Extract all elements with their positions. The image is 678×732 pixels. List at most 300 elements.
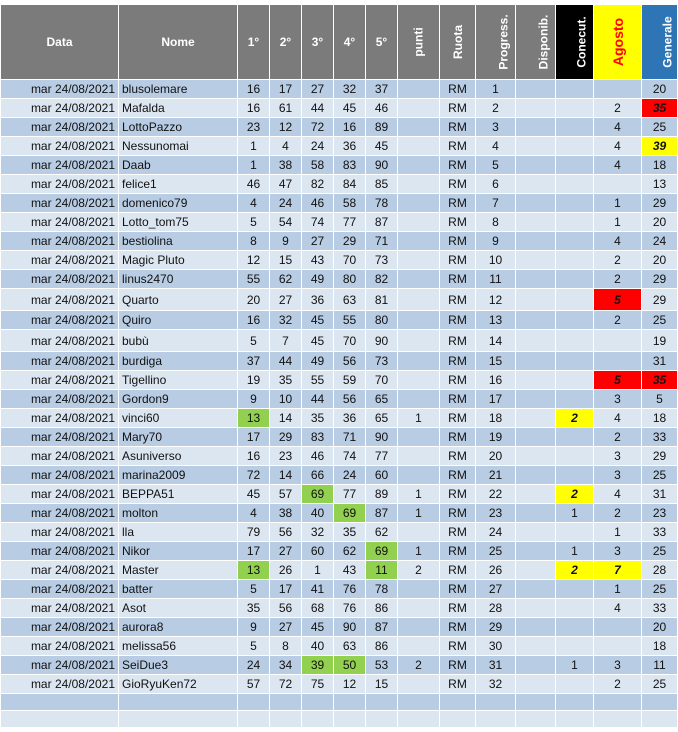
cell-disponib[interactable] xyxy=(516,504,556,523)
cell-n1[interactable]: 4 xyxy=(238,194,270,213)
cell-punti[interactable] xyxy=(398,156,440,175)
cell-data[interactable]: mar 24/08/2021 xyxy=(1,194,119,213)
cell-nome[interactable]: aurora8 xyxy=(119,618,238,637)
cell-agosto[interactable] xyxy=(594,618,642,637)
cell-n5[interactable]: 85 xyxy=(366,175,398,194)
cell-n2[interactable]: 62 xyxy=(270,270,302,289)
cell-n2[interactable]: 23 xyxy=(270,447,302,466)
cell-conecut[interactable] xyxy=(556,330,594,352)
cell-ruota[interactable]: RM xyxy=(440,118,476,137)
cell-ruota[interactable]: RM xyxy=(440,618,476,637)
table-row[interactable] xyxy=(1,504,678,523)
cell-n1[interactable]: 17 xyxy=(238,542,270,561)
cell-ruota[interactable]: RM xyxy=(440,330,476,352)
cell-disponib[interactable] xyxy=(516,330,556,352)
table-row[interactable] xyxy=(1,194,678,213)
cell-n4[interactable]: 36 xyxy=(334,409,366,428)
cell-data[interactable]: mar 24/08/2021 xyxy=(1,599,119,618)
cell-generale[interactable]: 35 xyxy=(642,371,678,390)
cell-ruota[interactable]: RM xyxy=(440,390,476,409)
cell-n4[interactable]: 70 xyxy=(334,330,366,352)
cell-ruota[interactable]: RM xyxy=(440,409,476,428)
cell-punti[interactable] xyxy=(398,251,440,270)
table-row[interactable] xyxy=(1,80,678,99)
cell-conecut[interactable]: 1 xyxy=(556,542,594,561)
cell-progress[interactable]: 29 xyxy=(476,618,516,637)
cell-n4[interactable]: 56 xyxy=(334,352,366,371)
cell-n3[interactable]: 24 xyxy=(302,137,334,156)
cell-n5[interactable]: 45 xyxy=(366,137,398,156)
cell-n2[interactable]: 14 xyxy=(270,466,302,485)
cell-agosto[interactable]: 5 xyxy=(594,289,642,311)
cell-progress[interactable]: 25 xyxy=(476,542,516,561)
cell-conecut[interactable] xyxy=(556,270,594,289)
empty-cell[interactable] xyxy=(1,711,119,728)
cell-n5[interactable]: 90 xyxy=(366,156,398,175)
cell-n5[interactable]: 87 xyxy=(366,504,398,523)
table-row[interactable] xyxy=(1,523,678,542)
cell-progress[interactable]: 3 xyxy=(476,118,516,137)
cell-n4[interactable]: 56 xyxy=(334,390,366,409)
cell-progress[interactable]: 9 xyxy=(476,232,516,251)
cell-progress[interactable]: 10 xyxy=(476,251,516,270)
cell-n3[interactable]: 49 xyxy=(302,352,334,371)
cell-disponib[interactable] xyxy=(516,194,556,213)
cell-data[interactable]: mar 24/08/2021 xyxy=(1,352,119,371)
cell-n4[interactable]: 71 xyxy=(334,428,366,447)
cell-n5[interactable]: 11 xyxy=(366,561,398,580)
cell-n3[interactable]: 44 xyxy=(302,390,334,409)
cell-punti[interactable]: 2 xyxy=(398,561,440,580)
cell-generale[interactable]: 28 xyxy=(642,561,678,580)
cell-conecut[interactable] xyxy=(556,194,594,213)
cell-generale[interactable]: 25 xyxy=(642,675,678,694)
cell-disponib[interactable] xyxy=(516,371,556,390)
cell-n1[interactable]: 9 xyxy=(238,618,270,637)
table-row[interactable] xyxy=(1,289,678,311)
cell-data[interactable]: mar 24/08/2021 xyxy=(1,175,119,194)
cell-n1[interactable]: 1 xyxy=(238,137,270,156)
cell-n3[interactable]: 72 xyxy=(302,118,334,137)
table-row[interactable] xyxy=(1,99,678,118)
cell-generale[interactable]: 25 xyxy=(642,466,678,485)
empty-cell[interactable] xyxy=(398,694,440,711)
cell-agosto[interactable]: 2 xyxy=(594,428,642,447)
cell-generale[interactable]: 20 xyxy=(642,251,678,270)
cell-agosto[interactable] xyxy=(594,352,642,371)
cell-punti[interactable] xyxy=(398,352,440,371)
cell-nome[interactable]: Lotto_tom75 xyxy=(119,213,238,232)
cell-data[interactable]: mar 24/08/2021 xyxy=(1,466,119,485)
cell-ruota[interactable]: RM xyxy=(440,504,476,523)
empty-cell[interactable] xyxy=(642,711,678,728)
cell-progress[interactable]: 31 xyxy=(476,656,516,675)
cell-generale[interactable]: 31 xyxy=(642,485,678,504)
cell-data[interactable]: mar 24/08/2021 xyxy=(1,504,119,523)
cell-agosto[interactable]: 3 xyxy=(594,447,642,466)
cell-data[interactable]: mar 24/08/2021 xyxy=(1,485,119,504)
cell-n5[interactable]: 46 xyxy=(366,99,398,118)
cell-n3[interactable]: 40 xyxy=(302,504,334,523)
cell-nome[interactable]: LottoPazzo xyxy=(119,118,238,137)
cell-n2[interactable]: 12 xyxy=(270,118,302,137)
header-n3[interactable]: 3° xyxy=(302,5,334,80)
empty-cell[interactable] xyxy=(1,694,119,711)
cell-conecut[interactable] xyxy=(556,175,594,194)
cell-n2[interactable]: 17 xyxy=(270,580,302,599)
cell-conecut[interactable] xyxy=(556,156,594,175)
cell-conecut[interactable] xyxy=(556,390,594,409)
header-progress[interactable]: Progress. xyxy=(476,5,516,80)
empty-cell[interactable] xyxy=(556,711,594,728)
cell-n2[interactable]: 56 xyxy=(270,599,302,618)
cell-nome[interactable]: SeiDue3 xyxy=(119,656,238,675)
cell-n2[interactable]: 56 xyxy=(270,523,302,542)
cell-n5[interactable]: 78 xyxy=(366,580,398,599)
cell-ruota[interactable]: RM xyxy=(440,561,476,580)
cell-generale[interactable]: 25 xyxy=(642,580,678,599)
cell-n3[interactable]: 45 xyxy=(302,311,334,330)
cell-n3[interactable]: 75 xyxy=(302,675,334,694)
header-n1[interactable]: 1° xyxy=(238,5,270,80)
cell-n2[interactable]: 54 xyxy=(270,213,302,232)
cell-n1[interactable]: 46 xyxy=(238,175,270,194)
cell-generale[interactable]: 39 xyxy=(642,137,678,156)
table-row[interactable] xyxy=(1,232,678,251)
cell-punti[interactable] xyxy=(398,637,440,656)
cell-n1[interactable]: 5 xyxy=(238,637,270,656)
cell-punti[interactable] xyxy=(398,137,440,156)
cell-data[interactable]: mar 24/08/2021 xyxy=(1,580,119,599)
empty-cell[interactable] xyxy=(302,694,334,711)
cell-generale[interactable]: 18 xyxy=(642,409,678,428)
cell-nome[interactable]: felice1 xyxy=(119,175,238,194)
cell-conecut[interactable] xyxy=(556,251,594,270)
cell-data[interactable]: mar 24/08/2021 xyxy=(1,156,119,175)
cell-agosto[interactable]: 3 xyxy=(594,542,642,561)
cell-n2[interactable]: 9 xyxy=(270,232,302,251)
cell-disponib[interactable] xyxy=(516,270,556,289)
cell-n4[interactable]: 24 xyxy=(334,466,366,485)
cell-agosto[interactable]: 1 xyxy=(594,523,642,542)
cell-generale[interactable]: 29 xyxy=(642,270,678,289)
cell-punti[interactable] xyxy=(398,580,440,599)
cell-progress[interactable]: 27 xyxy=(476,580,516,599)
cell-n4[interactable]: 58 xyxy=(334,194,366,213)
cell-n1[interactable]: 57 xyxy=(238,675,270,694)
cell-punti[interactable]: 1 xyxy=(398,485,440,504)
table-row[interactable] xyxy=(1,675,678,694)
cell-n5[interactable]: 81 xyxy=(366,289,398,311)
table-row[interactable] xyxy=(1,352,678,371)
cell-progress[interactable]: 18 xyxy=(476,409,516,428)
cell-ruota[interactable]: RM xyxy=(440,656,476,675)
cell-nome[interactable]: domenico79 xyxy=(119,194,238,213)
cell-generale[interactable]: 33 xyxy=(642,523,678,542)
cell-punti[interactable] xyxy=(398,390,440,409)
cell-ruota[interactable]: RM xyxy=(440,270,476,289)
cell-n1[interactable]: 55 xyxy=(238,270,270,289)
cell-n3[interactable]: 40 xyxy=(302,637,334,656)
cell-agosto[interactable]: 4 xyxy=(594,232,642,251)
cell-nome[interactable]: Quarto xyxy=(119,289,238,311)
cell-nome[interactable]: Asuniverso xyxy=(119,447,238,466)
cell-n3[interactable]: 36 xyxy=(302,289,334,311)
cell-generale[interactable]: 35 xyxy=(642,99,678,118)
cell-n1[interactable]: 45 xyxy=(238,485,270,504)
header-n4[interactable]: 4° xyxy=(334,5,366,80)
cell-data[interactable]: mar 24/08/2021 xyxy=(1,137,119,156)
table-row[interactable] xyxy=(1,428,678,447)
cell-n1[interactable]: 19 xyxy=(238,371,270,390)
table-row[interactable] xyxy=(1,175,678,194)
cell-ruota[interactable]: RM xyxy=(440,251,476,270)
header-n5[interactable]: 5° xyxy=(366,5,398,80)
cell-punti[interactable] xyxy=(398,289,440,311)
cell-n2[interactable]: 4 xyxy=(270,137,302,156)
cell-nome[interactable]: GioRyuKen72 xyxy=(119,675,238,694)
cell-disponib[interactable] xyxy=(516,637,556,656)
cell-punti[interactable] xyxy=(398,466,440,485)
cell-data[interactable]: mar 24/08/2021 xyxy=(1,80,119,99)
empty-cell[interactable] xyxy=(516,694,556,711)
cell-n3[interactable]: 66 xyxy=(302,466,334,485)
cell-n2[interactable]: 35 xyxy=(270,371,302,390)
cell-nome[interactable]: Gordon9 xyxy=(119,390,238,409)
header-data[interactable]: Data xyxy=(1,5,119,80)
cell-data[interactable]: mar 24/08/2021 xyxy=(1,618,119,637)
cell-disponib[interactable] xyxy=(516,156,556,175)
cell-nome[interactable]: Tigellino xyxy=(119,371,238,390)
cell-n1[interactable]: 1 xyxy=(238,156,270,175)
cell-n4[interactable]: 59 xyxy=(334,371,366,390)
cell-nome[interactable]: Nessunomai xyxy=(119,137,238,156)
cell-n3[interactable]: 45 xyxy=(302,330,334,352)
cell-conecut[interactable]: 2 xyxy=(556,561,594,580)
cell-progress[interactable]: 19 xyxy=(476,428,516,447)
cell-generale[interactable]: 18 xyxy=(642,156,678,175)
cell-generale[interactable]: 29 xyxy=(642,447,678,466)
cell-data[interactable]: mar 24/08/2021 xyxy=(1,523,119,542)
cell-data[interactable]: mar 24/08/2021 xyxy=(1,311,119,330)
cell-n3[interactable]: 41 xyxy=(302,580,334,599)
cell-conecut[interactable] xyxy=(556,137,594,156)
cell-agosto[interactable]: 1 xyxy=(594,194,642,213)
cell-nome[interactable]: Daab xyxy=(119,156,238,175)
cell-data[interactable]: mar 24/08/2021 xyxy=(1,371,119,390)
cell-conecut[interactable] xyxy=(556,352,594,371)
table-row[interactable] xyxy=(1,618,678,637)
cell-generale[interactable]: 25 xyxy=(642,542,678,561)
cell-generale[interactable]: 11 xyxy=(642,656,678,675)
cell-conecut[interactable] xyxy=(556,311,594,330)
cell-n2[interactable]: 26 xyxy=(270,561,302,580)
cell-disponib[interactable] xyxy=(516,409,556,428)
table-row[interactable] xyxy=(1,213,678,232)
cell-n4[interactable]: 50 xyxy=(334,656,366,675)
cell-generale[interactable]: 29 xyxy=(642,289,678,311)
header-punti[interactable]: punti xyxy=(398,5,440,80)
cell-n2[interactable]: 34 xyxy=(270,656,302,675)
cell-punti[interactable] xyxy=(398,80,440,99)
cell-n3[interactable]: 43 xyxy=(302,251,334,270)
cell-disponib[interactable] xyxy=(516,542,556,561)
header-disponib[interactable]: Disponib. xyxy=(516,5,556,80)
cell-n4[interactable]: 43 xyxy=(334,561,366,580)
cell-ruota[interactable]: RM xyxy=(440,599,476,618)
cell-ruota[interactable]: RM xyxy=(440,523,476,542)
empty-cell[interactable] xyxy=(440,694,476,711)
cell-agosto[interactable] xyxy=(594,175,642,194)
cell-n1[interactable]: 5 xyxy=(238,330,270,352)
cell-n1[interactable]: 5 xyxy=(238,580,270,599)
cell-data[interactable]: mar 24/08/2021 xyxy=(1,656,119,675)
cell-n1[interactable]: 23 xyxy=(238,118,270,137)
cell-n4[interactable]: 90 xyxy=(334,618,366,637)
cell-agosto[interactable]: 2 xyxy=(594,251,642,270)
cell-generale[interactable]: 23 xyxy=(642,504,678,523)
cell-n3[interactable]: 68 xyxy=(302,599,334,618)
cell-n4[interactable]: 76 xyxy=(334,580,366,599)
cell-ruota[interactable]: RM xyxy=(440,80,476,99)
empty-cell[interactable] xyxy=(366,694,398,711)
cell-n2[interactable]: 15 xyxy=(270,251,302,270)
cell-n4[interactable]: 16 xyxy=(334,118,366,137)
cell-nome[interactable]: Master xyxy=(119,561,238,580)
cell-n3[interactable]: 46 xyxy=(302,194,334,213)
cell-n5[interactable]: 86 xyxy=(366,637,398,656)
cell-n1[interactable]: 24 xyxy=(238,656,270,675)
cell-agosto[interactable]: 1 xyxy=(594,580,642,599)
cell-n3[interactable]: 39 xyxy=(302,656,334,675)
cell-n5[interactable]: 87 xyxy=(366,213,398,232)
table-row[interactable] xyxy=(1,485,678,504)
cell-n1[interactable]: 8 xyxy=(238,232,270,251)
cell-n5[interactable]: 90 xyxy=(366,330,398,352)
cell-disponib[interactable] xyxy=(516,618,556,637)
cell-n5[interactable]: 86 xyxy=(366,599,398,618)
empty-row[interactable] xyxy=(1,694,678,711)
cell-conecut[interactable] xyxy=(556,466,594,485)
cell-nome[interactable]: linus2470 xyxy=(119,270,238,289)
empty-cell[interactable] xyxy=(398,711,440,728)
cell-n2[interactable]: 10 xyxy=(270,390,302,409)
cell-n1[interactable]: 16 xyxy=(238,311,270,330)
cell-disponib[interactable] xyxy=(516,428,556,447)
cell-conecut[interactable]: 1 xyxy=(556,656,594,675)
cell-progress[interactable]: 5 xyxy=(476,156,516,175)
cell-agosto[interactable]: 7 xyxy=(594,561,642,580)
cell-n5[interactable]: 89 xyxy=(366,118,398,137)
cell-punti[interactable] xyxy=(398,371,440,390)
cell-ruota[interactable]: RM xyxy=(440,485,476,504)
cell-n2[interactable]: 27 xyxy=(270,289,302,311)
cell-progress[interactable]: 13 xyxy=(476,311,516,330)
cell-punti[interactable] xyxy=(398,428,440,447)
cell-agosto[interactable]: 4 xyxy=(594,409,642,428)
cell-n4[interactable]: 35 xyxy=(334,523,366,542)
header-generale[interactable]: Generale xyxy=(642,5,678,80)
cell-n5[interactable]: 77 xyxy=(366,447,398,466)
cell-conecut[interactable] xyxy=(556,371,594,390)
cell-conecut[interactable] xyxy=(556,80,594,99)
cell-ruota[interactable]: RM xyxy=(440,232,476,251)
cell-n5[interactable]: 65 xyxy=(366,409,398,428)
cell-progress[interactable]: 12 xyxy=(476,289,516,311)
cell-n3[interactable]: 82 xyxy=(302,175,334,194)
cell-n4[interactable]: 77 xyxy=(334,485,366,504)
cell-agosto[interactable] xyxy=(594,330,642,352)
cell-n2[interactable]: 38 xyxy=(270,504,302,523)
cell-n4[interactable]: 63 xyxy=(334,289,366,311)
table-row[interactable] xyxy=(1,156,678,175)
cell-n1[interactable]: 16 xyxy=(238,99,270,118)
cell-generale[interactable]: 24 xyxy=(642,232,678,251)
cell-n4[interactable]: 77 xyxy=(334,213,366,232)
cell-data[interactable]: mar 24/08/2021 xyxy=(1,390,119,409)
cell-ruota[interactable]: RM xyxy=(440,352,476,371)
cell-conecut[interactable]: 2 xyxy=(556,409,594,428)
cell-generale[interactable]: 20 xyxy=(642,80,678,99)
cell-nome[interactable]: bestiolina xyxy=(119,232,238,251)
cell-n3[interactable]: 55 xyxy=(302,371,334,390)
cell-disponib[interactable] xyxy=(516,352,556,371)
cell-n5[interactable]: 82 xyxy=(366,270,398,289)
cell-nome[interactable]: Magic Pluto xyxy=(119,251,238,270)
cell-n1[interactable]: 16 xyxy=(238,447,270,466)
cell-n2[interactable]: 7 xyxy=(270,330,302,352)
cell-n5[interactable]: 78 xyxy=(366,194,398,213)
table-row[interactable] xyxy=(1,409,678,428)
cell-disponib[interactable] xyxy=(516,447,556,466)
cell-disponib[interactable] xyxy=(516,675,556,694)
table-row[interactable] xyxy=(1,311,678,330)
cell-n2[interactable]: 27 xyxy=(270,542,302,561)
cell-progress[interactable]: 32 xyxy=(476,675,516,694)
cell-generale[interactable]: 20 xyxy=(642,213,678,232)
cell-agosto[interactable] xyxy=(594,637,642,656)
cell-n1[interactable]: 79 xyxy=(238,523,270,542)
cell-data[interactable]: mar 24/08/2021 xyxy=(1,213,119,232)
empty-row[interactable] xyxy=(1,711,678,728)
cell-nome[interactable]: Mafalda xyxy=(119,99,238,118)
cell-progress[interactable]: 2 xyxy=(476,99,516,118)
empty-cell[interactable] xyxy=(440,711,476,728)
cell-disponib[interactable] xyxy=(516,118,556,137)
cell-conecut[interactable] xyxy=(556,99,594,118)
cell-data[interactable]: mar 24/08/2021 xyxy=(1,428,119,447)
cell-agosto[interactable]: 4 xyxy=(594,485,642,504)
cell-ruota[interactable]: RM xyxy=(440,542,476,561)
cell-disponib[interactable] xyxy=(516,580,556,599)
cell-n5[interactable]: 62 xyxy=(366,523,398,542)
cell-nome[interactable]: bubù xyxy=(119,330,238,352)
cell-agosto[interactable]: 2 xyxy=(594,311,642,330)
cell-n2[interactable]: 29 xyxy=(270,428,302,447)
table-row[interactable] xyxy=(1,137,678,156)
cell-generale[interactable]: 13 xyxy=(642,175,678,194)
cell-disponib[interactable] xyxy=(516,137,556,156)
empty-cell[interactable] xyxy=(119,694,238,711)
cell-n2[interactable]: 32 xyxy=(270,311,302,330)
cell-agosto[interactable]: 2 xyxy=(594,675,642,694)
cell-punti[interactable] xyxy=(398,175,440,194)
cell-n5[interactable]: 87 xyxy=(366,618,398,637)
cell-n1[interactable]: 17 xyxy=(238,428,270,447)
cell-generale[interactable]: 18 xyxy=(642,637,678,656)
cell-punti[interactable] xyxy=(398,194,440,213)
cell-n2[interactable]: 44 xyxy=(270,352,302,371)
